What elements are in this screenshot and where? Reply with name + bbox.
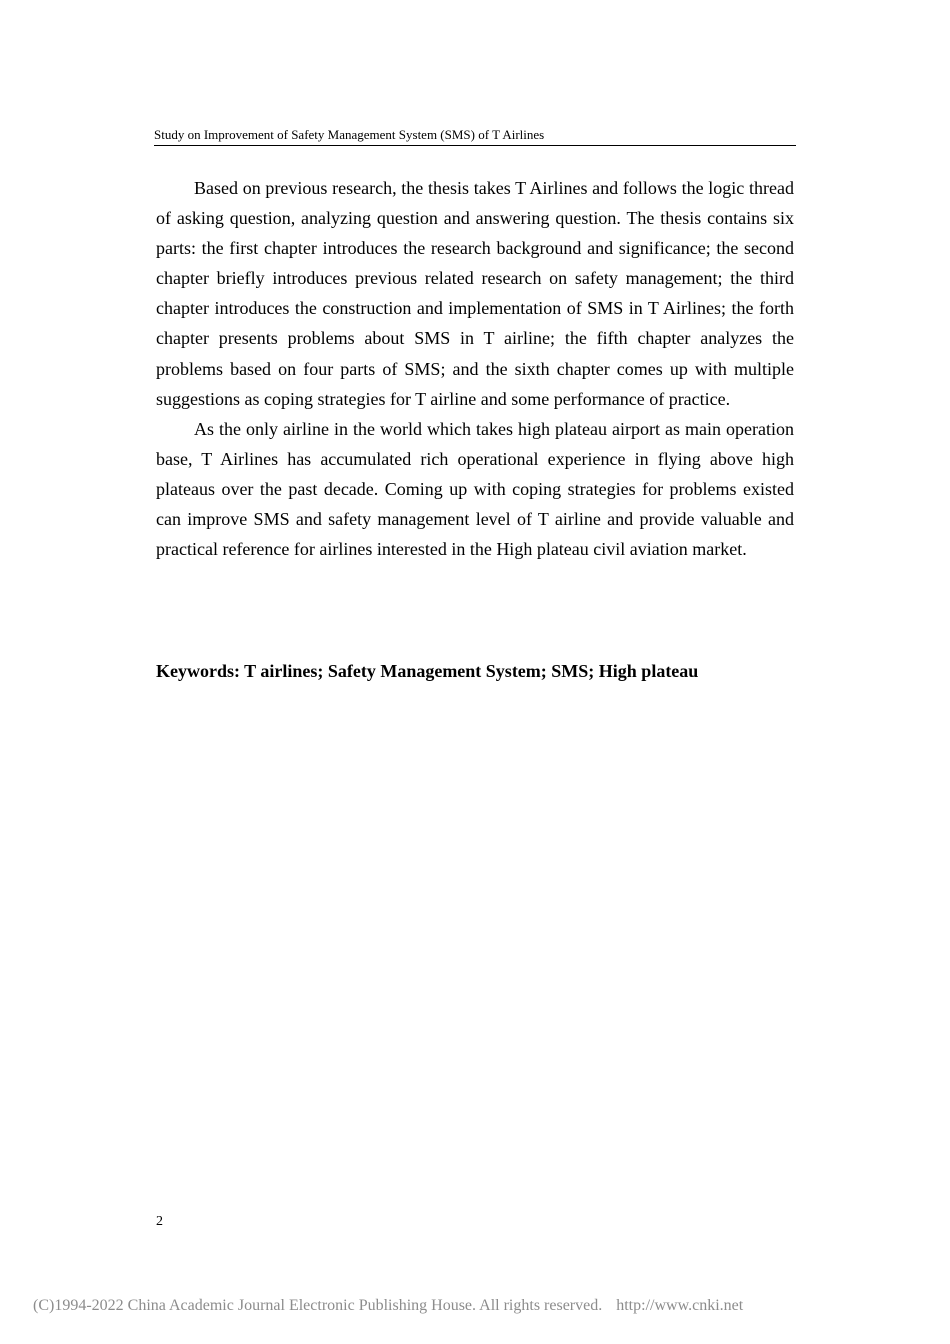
page-number: 2 — [156, 1214, 163, 1229]
abstract-paragraph-1: Based on previous research, the thesis takes T Airlines and follows the logic thread of asking question, analyzing question and answering question. The thesis contains six parts: the first chapter introduces the research background and significance; the second chapter briefly introduces previous related research on safety management; the third chapter introduces the construction and implementation of SMS in T Airlines; the forth chapter presents problems about SMS in T airline; the fifth chapter analyzes the problems based on four parts of SMS; and the sixth chapter comes up with multiple suggestions as coping strategies for T airline and some performance of practice. — [156, 178, 794, 409]
keywords-line: Keywords: T airlines; Safety Management System; SMS; High plateau — [156, 661, 699, 681]
publisher-url[interactable]: http://www.cnki.net — [616, 1297, 744, 1314]
abstract-body — [156, 173, 794, 564]
abstract-paragraph-2: As the only airline in the world which takes high plateau airport as main operation base, T Airlines has accumulated rich operational experience in flying above high plateaus over the past decade. Coming up with coping strategies for problems existed can improve SMS and safety management level of T airline and provide valuable and practical reference for airlines interested in the High plateau civil aviation market. — [156, 418, 794, 560]
copyright-footer — [33, 1296, 743, 1316]
copyright-text: (C)1994-2022 China Academic Journal Electronic Publishing House. All rights reserved. — [33, 1297, 603, 1314]
running-header: Study on Improvement of Safety Management System (SMS) of T Airlines — [154, 127, 796, 146]
